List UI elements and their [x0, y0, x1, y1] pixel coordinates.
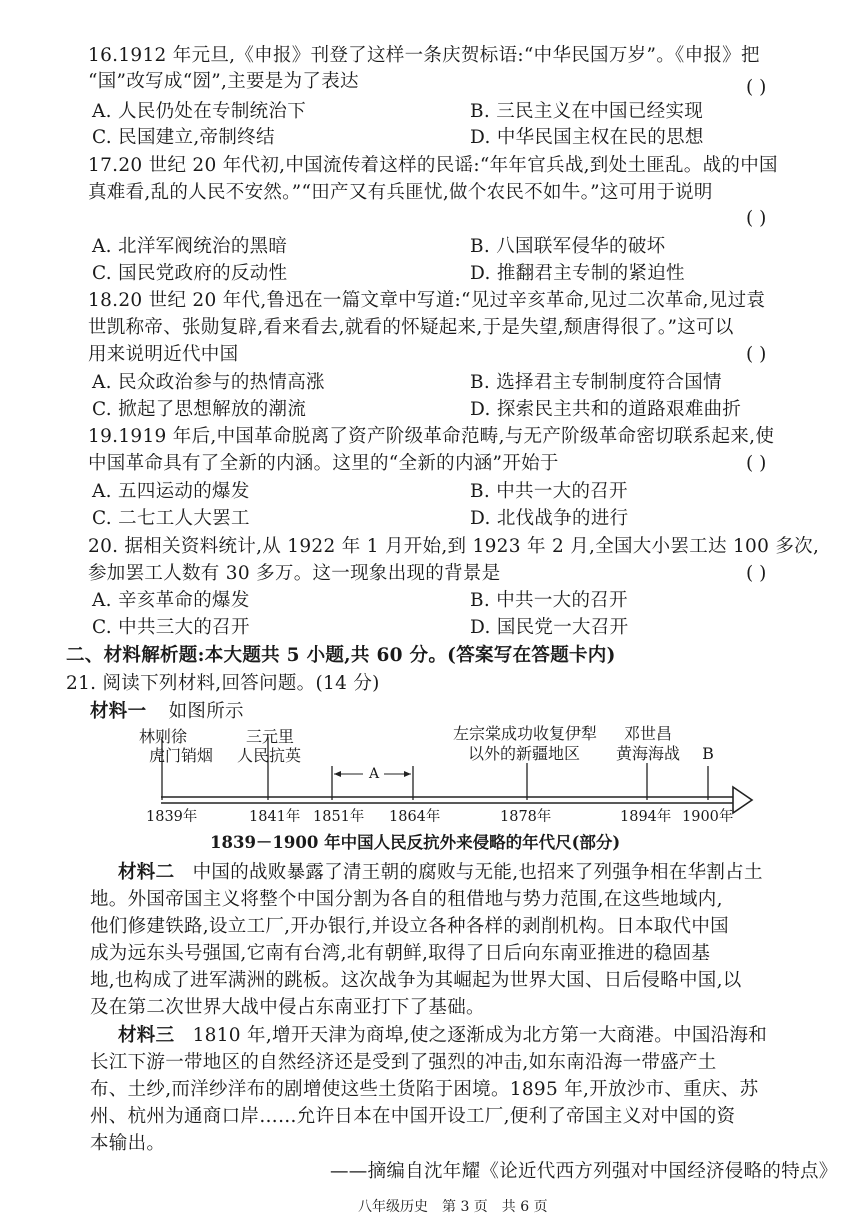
q17-option-a: A. 北洋军阀统治的黑暗 — [92, 236, 288, 257]
material-two-line2: 地。外国帝国主义将整个中国分割为各自的租借地与势力范围,在这些地域内, — [90, 889, 723, 910]
q20-answer-paren: ( ) — [746, 563, 767, 584]
q19-stem-line1: 19.1919 年后,中国革命脱离了资产阶级革命范畴,与无产阶级革命密切联系起来,使 — [88, 426, 775, 447]
q18-option-c: C. 掀起了思想解放的潮流 — [92, 399, 307, 420]
timeline-event-2-line2: 人民抗英 — [236, 746, 301, 765]
q20-option-a: A. 辛亥革命的爆发 — [92, 590, 250, 611]
material-one-label: 材料一 — [90, 701, 147, 722]
timeline-year-1894: 1894年 — [620, 809, 672, 825]
timeline-year-1851: 1851年 — [313, 809, 365, 825]
q18-stem-line2: 世凯称帝、张勋复辟,看来看去,就看的怀疑起来,于是失望,颓唐得很了。”这可以 — [88, 317, 734, 338]
timeline-event-3-line1: 左宗棠成功收复伊犁 — [452, 724, 597, 743]
material-two-label: 材料二 — [118, 862, 175, 883]
q19-option-b: B. 中共一大的召开 — [470, 481, 628, 502]
material-three-source: ——摘编自沈年耀《论近代西方列强对中国经济侵略的特点》 — [330, 1161, 838, 1182]
timeline-year-1878: 1878年 — [500, 809, 552, 825]
q16-option-d: D. 中华民国主权在民的思想 — [470, 127, 704, 148]
timeline-year-1864: 1864年 — [389, 809, 441, 825]
timeline-event-3-line2: 以外的新疆地区 — [467, 744, 580, 763]
q17-option-d: D. 推翻君主专制的紧迫性 — [470, 263, 685, 284]
q16-option-a: A. 人民仍处在专制统治下 — [92, 101, 307, 122]
q20-option-c: C. 中共三大的召开 — [92, 617, 250, 638]
timeline-year-1839: 1839年 — [146, 809, 198, 825]
timeline-event-1-line2: 虎门销烟 — [148, 746, 213, 765]
q18-option-d: D. 探索民主共和的道路艰难曲折 — [470, 399, 742, 420]
q17-option-c: C. 国民党政府的反动性 — [92, 263, 288, 284]
timeline-event-4-line1: 邓世昌 — [623, 724, 672, 743]
q19-option-d: D. 北伐战争的进行 — [470, 508, 629, 529]
material-three-line5: 本输出。 — [90, 1133, 166, 1154]
q19-stem-line2: 中国革命具有了全新的内涵。这里的“全新的内涵”开始于 — [88, 453, 559, 474]
timeline-span-a-label: A — [368, 766, 380, 782]
q18-answer-paren: ( ) — [746, 344, 767, 365]
q16-stem-line1: 16.1912 年元旦,《申报》刊登了这样一条庆贺标语:“中华民国万岁”。《申报》把 — [88, 45, 760, 66]
q18-option-b: B. 选择君主专制制度符合国情 — [470, 372, 722, 393]
q18-stem-line3: 用来说明近代中国 — [88, 344, 239, 365]
q21-title: 21. 阅读下列材料,回答问题。(14 分) — [66, 673, 380, 694]
material-one-text: 如图所示 — [168, 701, 244, 722]
timeline-event-1-line1: 林则徐 — [138, 727, 187, 746]
span-a-arrow-left — [334, 771, 341, 777]
q20-stem-line2: 参加罢工人数有 30 多万。这一现象出现的背景是 — [88, 563, 501, 584]
q17-stem-line1: 17.20 世纪 20 年代初,中国流传着这样的民谣:“年年官兵战,到处土匪乱。战的中国 — [88, 155, 778, 176]
q19-option-a: A. 五四运动的爆发 — [92, 481, 250, 502]
material-two-line5: 地,也构成了进军满洲的跳板。这次战争为其崛起为世界大国、日后侵略中国,以 — [90, 970, 742, 991]
span-a-arrow-right — [404, 771, 411, 777]
page-footer: 八年级历史 第 3 页 共 6 页 — [358, 1199, 548, 1215]
q17-option-b: B. 八国联军侵华的破坏 — [470, 236, 666, 257]
q20-stem-line1: 20. 据相关资料统计,从 1922 年 1 月开始,到 1923 年 2 月,全国大小罢工达 100 多次, — [88, 536, 820, 557]
material-two-line3: 他们修建铁路,设立工厂,开办银行,并设立各种各样的剥削机构。日本取代中国 — [90, 916, 729, 937]
q17-stem-line2: 真难看,乱的人民不安然。”“田产又有兵匪忧,做个农民不如牛。”这可用于说明 — [88, 182, 713, 203]
q18-option-a: A. 民众政治参与的热情高涨 — [92, 372, 325, 393]
timeline-arrow-head — [733, 787, 752, 813]
timeline-event-b-label: B — [702, 744, 714, 763]
timeline-year-1841: 1841年 — [249, 809, 301, 825]
timeline-caption: 1839－1900 年中国人民反抗外来侵略的年代尺(部分) — [210, 833, 621, 852]
q17-answer-paren: ( ) — [746, 208, 767, 229]
material-two-line4: 成为远东头号强国,它南有台湾,北有朝鲜,取得了日后向东南亚推进的稳固基 — [90, 943, 711, 964]
q19-answer-paren: ( ) — [746, 453, 767, 474]
material-three-line3: 布、土纱,而洋纱洋布的剧增使这些土货陷于困境。1895 年,开放沙市、重庆、苏 — [90, 1079, 759, 1100]
q16-answer-paren: ( ) — [746, 77, 767, 98]
q20-option-d: D. 国民党一大召开 — [470, 617, 629, 638]
q16-option-c: C. 民国建立,帝制终结 — [92, 127, 275, 148]
timeline-event-4-line2: 黄海海战 — [615, 744, 680, 763]
q20-option-b: B. 中共一大的召开 — [470, 590, 628, 611]
timeline-year-1900: 1900年 — [682, 809, 734, 825]
material-three-line1 — [118, 1023, 767, 1049]
material-three-text-1: 1810 年,增开天津为商埠,使之逐渐成为北方第一大商港。中国沿海和 — [192, 1025, 768, 1046]
section-two-heading: 二、材料解析题:本大题共 5 小题,共 60 分。(答案写在答题卡内) — [66, 645, 616, 666]
q19-option-c: C. 二七工人大罢工 — [92, 508, 250, 529]
q18-stem-line1: 18.20 世纪 20 年代,鲁迅在一篇文章中写道:“见过辛亥革命,见过二次革命,见过袁 — [88, 290, 766, 311]
material-two-text-1: 中国的战败暴露了清王朝的腐败与无能,也招来了列强争相在华割占土 — [192, 862, 763, 883]
material-three-line4: 州、杭州为通商口岸……允许日本在中国开设工厂,便利了帝国主义对中国的资 — [90, 1106, 736, 1127]
material-three-line2: 长江下游一带地区的自然经济还是受到了强烈的冲击,如东南沿海一带盛产土 — [90, 1052, 717, 1073]
material-two-line6: 及在第二次世界大战中侵占东南亚打下了基础。 — [90, 997, 485, 1018]
timeline-event-2-line1: 三元里 — [245, 727, 294, 746]
q16-stem-line2: “国”改写成“圀”,主要是为了表达 — [88, 71, 359, 92]
q16-option-b: B. 三民主义在中国已经实现 — [470, 101, 704, 122]
material-three-label: 材料三 — [118, 1025, 175, 1046]
material-two-line1 — [118, 860, 763, 886]
